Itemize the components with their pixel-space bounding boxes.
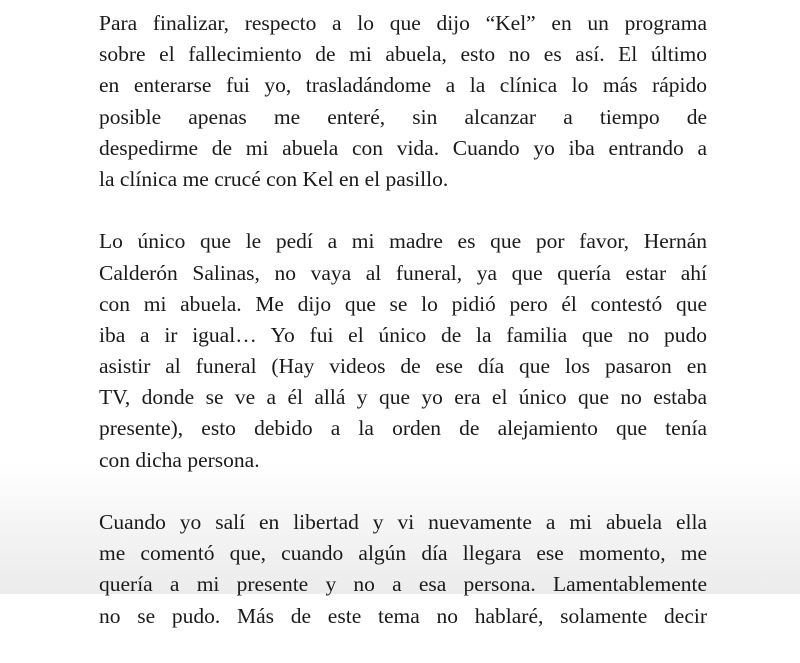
paragraph-3 [99,507,707,632]
text-line: no se pudo. Más de este tema no hablaré, solamente decir [99,603,707,628]
text-line: iba a ir igual… Yo fui el único de la familia que no pudo [99,322,707,347]
text-line: quería a mi presente y no a esa persona. Lamentablemente [99,572,707,597]
paragraph-2 [99,226,707,476]
text-line: me comentó que, cuando algún día llegara ese momento, me [99,541,707,566]
text-line: en enterarse fui yo, trasladándome a la clínica lo más rápido [99,73,707,98]
text-line: la clínica me crucé con Kel en el pasillo. [99,166,449,191]
text-line: Lo único que le pedí a mi madre es que por favor, Hernán [99,229,707,254]
text-line: TV, donde se ve a él allá y que yo era el único que no estaba [99,385,707,410]
text-line: con dicha persona. [99,447,260,472]
text-line: presente), esto debido a la orden de alejamiento que tenía [99,416,707,441]
paragraph-1 [99,8,707,195]
text-line: sobre el fallecimiento de mi abuela, esto no es así. El último [99,42,707,67]
text-line: despedirme de mi abuela con vida. Cuando yo iba entrando a [99,135,707,160]
text-line: con mi abuela. Me dijo que se lo pidió pero él contestó que [99,291,707,316]
text-line: Calderón Salinas, no vaya al funeral, ya que quería estar ahí [99,260,707,285]
text-line: posible apenas me enteré, sin alcanzar a tiempo de [99,104,707,129]
document-body [99,8,707,663]
text-line: Para finalizar, respecto a lo que dijo “Kel” en un programa [99,11,707,35]
text-line: asistir al funeral (Hay videos de ese día que los pasaron en [99,354,707,379]
text-line: Cuando yo salí en libertad y vi nuevamente a mi abuela ella [99,510,707,534]
